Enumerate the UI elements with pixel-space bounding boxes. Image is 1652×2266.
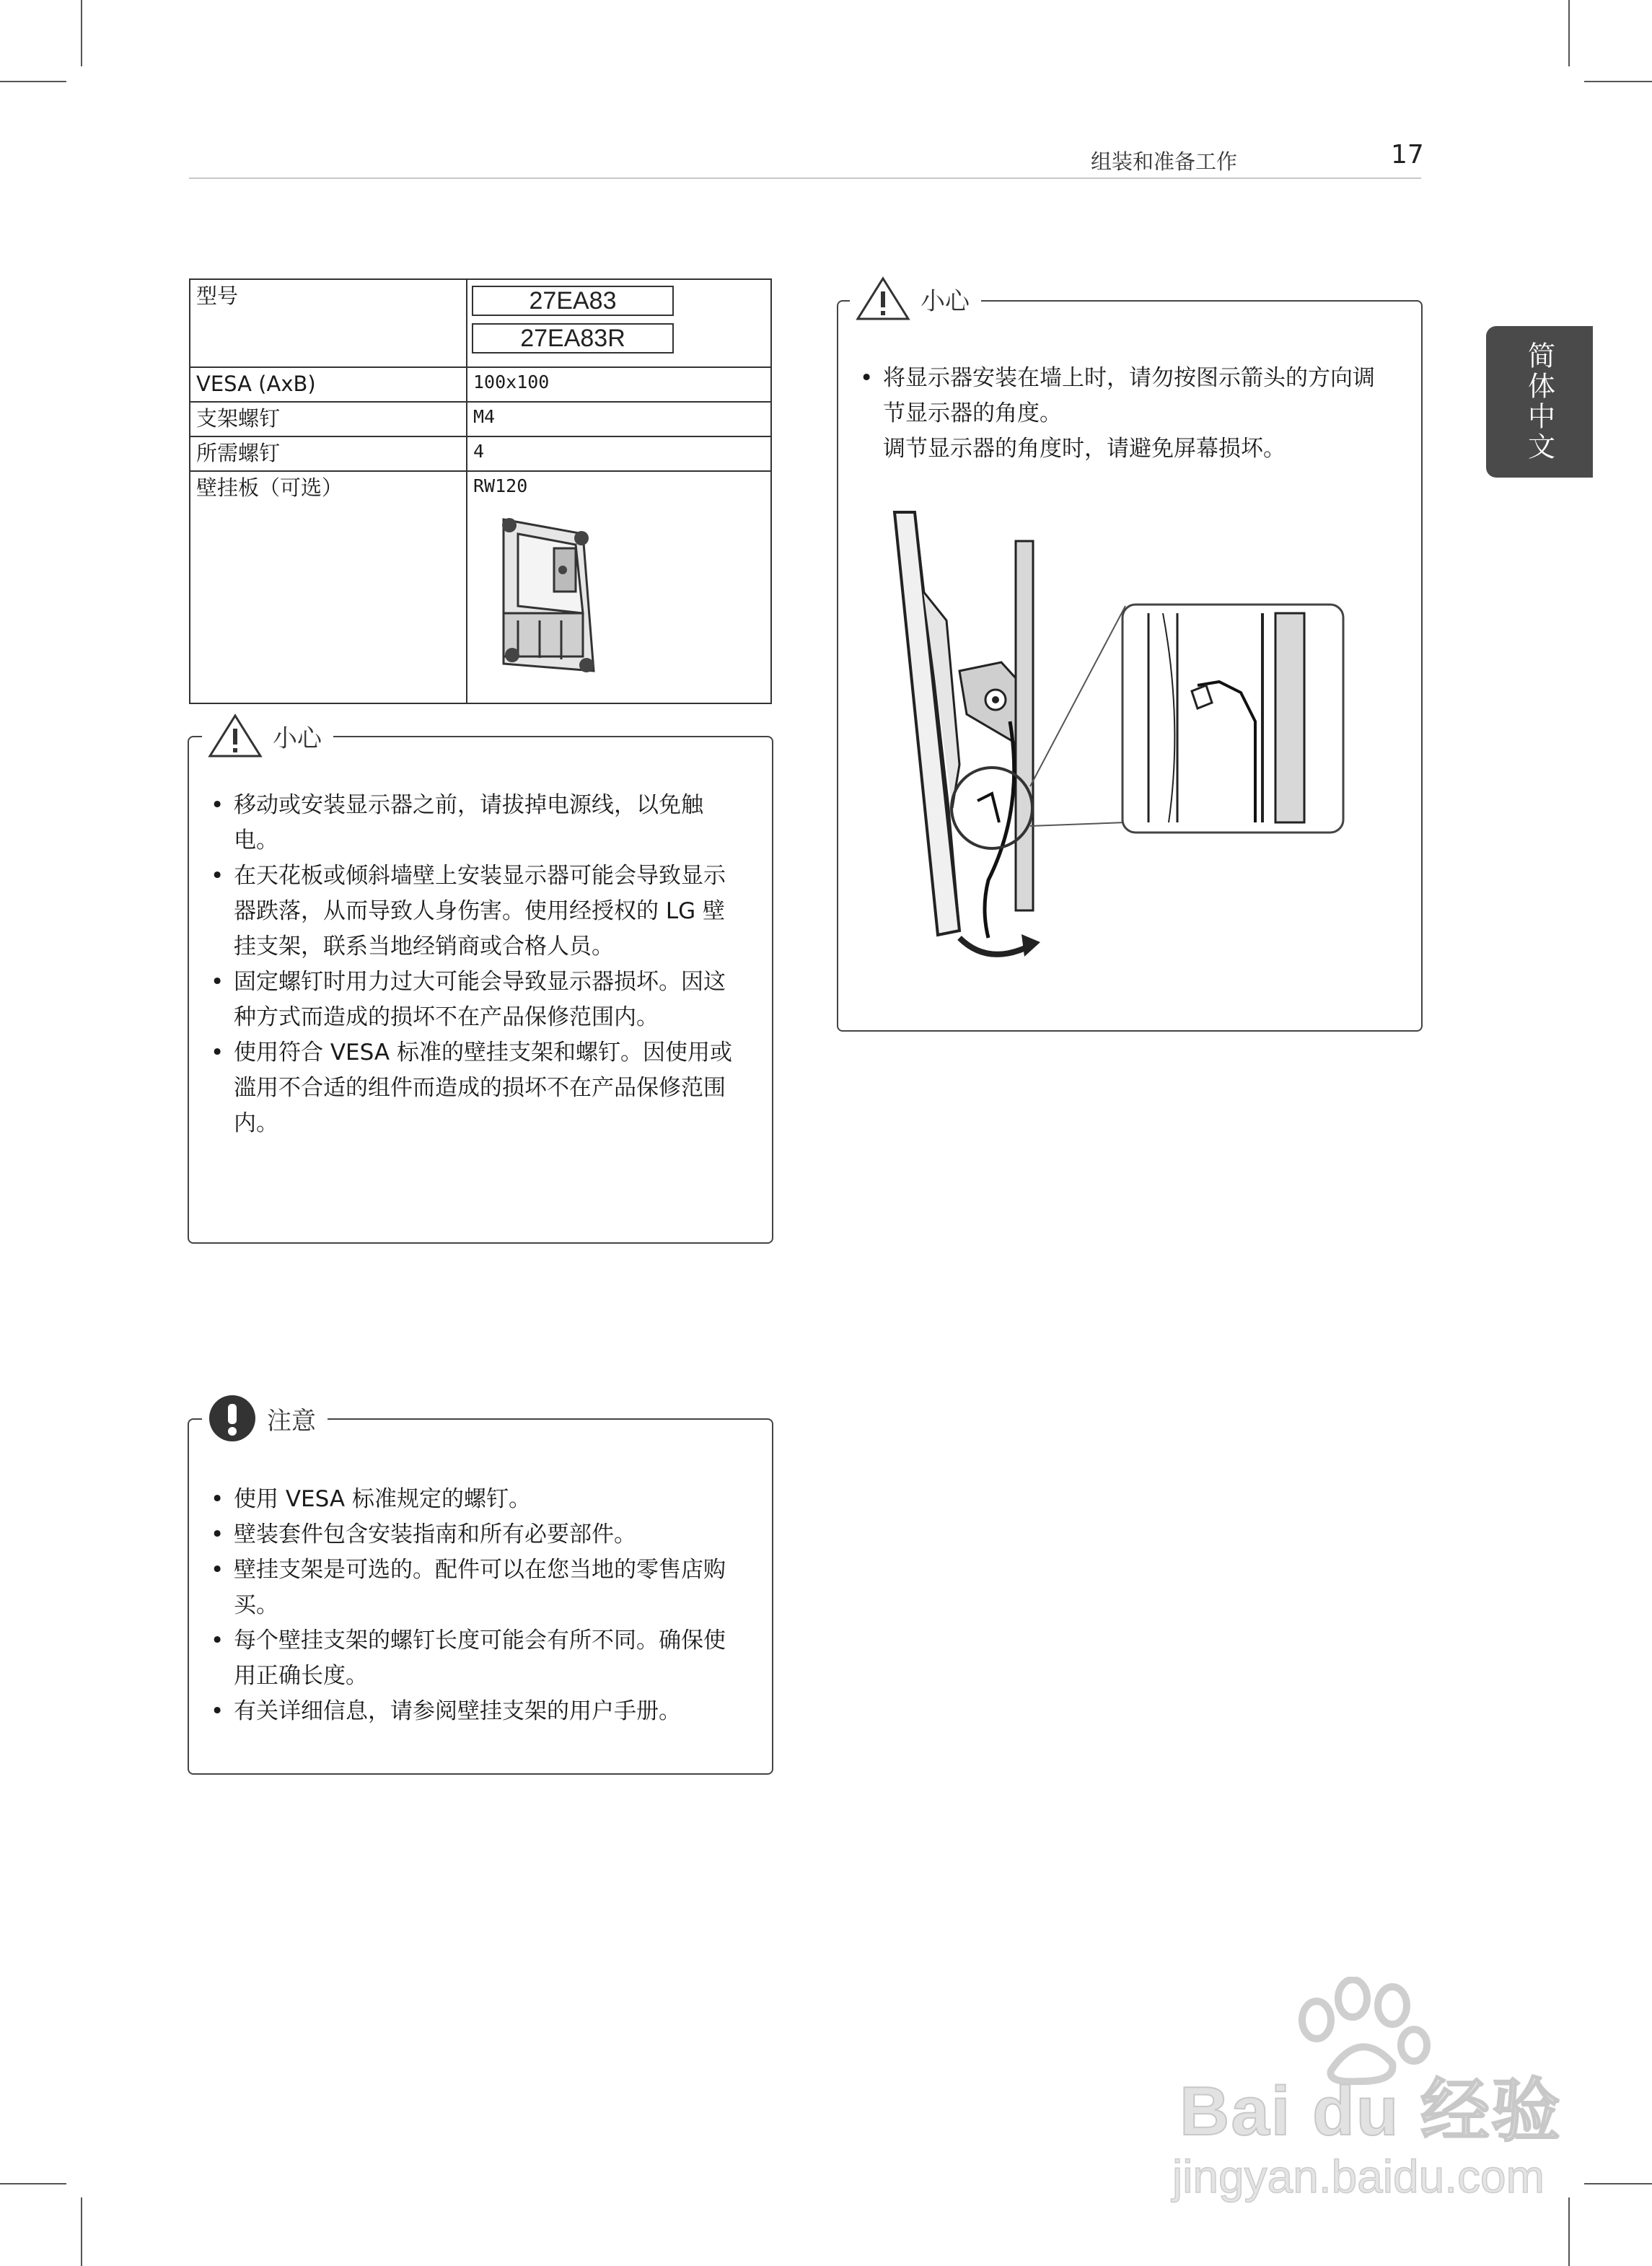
table-row <box>190 471 771 703</box>
caution-note: 调节显示器的角度时，请避免屏幕损坏。 <box>883 436 1286 462</box>
list-item: • 固定螺钉时用力过大可能会导致显示器损坏。因这种方式而造成的损坏不在产品保修范围内。 <box>205 965 746 1035</box>
model-label: 型号 <box>190 279 467 367</box>
wall-plate-image <box>475 505 612 685</box>
crop-mark <box>81 2197 82 2266</box>
crop-mark <box>1568 0 1570 66</box>
list-item: • 在天花板或倾斜墙壁上安装显示器可能会导致显示器跌落，从而导致人身伤害。使用经授权的 LG 壁挂支架，联系当地经销商或合格人员。 <box>205 858 746 965</box>
crop-mark <box>0 2183 66 2184</box>
caution-title: 小心 <box>921 286 970 316</box>
table-row <box>190 367 771 402</box>
section-title: 组装和准备工作 <box>1090 149 1237 174</box>
list-item: • 壁挂支架是可选的。配件可以在您当地的零售店购买。 <box>205 1553 746 1623</box>
language-tab-label: 简体中文 <box>1523 341 1555 462</box>
row-label: 支架螺钉 <box>190 402 467 436</box>
note-list <box>205 1482 746 1729</box>
list-item: • 移动或安装显示器之前，请拔掉电源线，以免触电。 <box>205 788 746 858</box>
list-item: • 每个壁挂支架的螺钉长度可能会有所不同。确保使用正确长度。 <box>205 1623 746 1694</box>
row-label: 所需螺钉 <box>190 436 467 471</box>
crop-mark <box>1584 81 1652 82</box>
warning-icon <box>856 276 910 322</box>
crop-mark <box>81 0 82 66</box>
row-label: 壁挂板（可选） <box>190 471 467 703</box>
caution-title: 小心 <box>273 724 322 753</box>
spec-table <box>189 278 772 704</box>
caution-list <box>205 788 746 1141</box>
model-name: 27EA83R <box>472 323 674 353</box>
list-item: • 壁装套件包含安装指南和所有必要部件。 <box>205 1517 746 1553</box>
note-title: 注意 <box>267 1406 316 1436</box>
exclamation-icon <box>208 1394 257 1443</box>
page-number: 17 <box>1391 140 1424 170</box>
watermark-url: jingyan.baidu.com <box>1172 2151 1545 2203</box>
caution-list <box>854 361 1388 431</box>
watermark-brand: Bai du 经验 <box>1179 2073 1563 2150</box>
row-value-cell <box>467 471 771 703</box>
header-divider <box>189 177 1421 179</box>
caution-heading <box>850 276 981 322</box>
list-item: • 将显示器安装在墙上时，请勿按图示箭头的方向调节显示器的角度。 <box>854 361 1388 431</box>
list-item: • 有关详细信息，请参阅壁挂支架的用户手册。 <box>205 1694 746 1729</box>
language-tab <box>1486 326 1593 478</box>
table-row <box>190 436 771 471</box>
row-value: RW120 <box>473 475 528 496</box>
model-name: 27EA83 <box>472 286 674 316</box>
list-item: • 使用 VESA 标准规定的螺钉。 <box>205 1482 746 1517</box>
caution-heading <box>202 713 333 759</box>
table-row <box>190 402 771 436</box>
row-value: 4 <box>467 436 771 471</box>
row-value: 100x100 <box>467 367 771 402</box>
baidu-watermark <box>1165 1977 1569 2222</box>
row-label: VESA (AxB) <box>190 367 467 402</box>
wall-mount-illustration <box>880 505 1356 981</box>
list-item: • 使用符合 VESA 标准的壁挂支架和螺钉。因使用或滥用不合适的组件而造成的损坏不在产品保修范围内。 <box>205 1035 746 1141</box>
crop-mark <box>1584 2183 1652 2184</box>
note-heading <box>202 1394 328 1443</box>
model-values <box>467 279 771 367</box>
table-row <box>190 279 771 367</box>
crop-mark <box>0 81 66 82</box>
row-value: M4 <box>467 402 771 436</box>
warning-icon <box>208 713 263 759</box>
